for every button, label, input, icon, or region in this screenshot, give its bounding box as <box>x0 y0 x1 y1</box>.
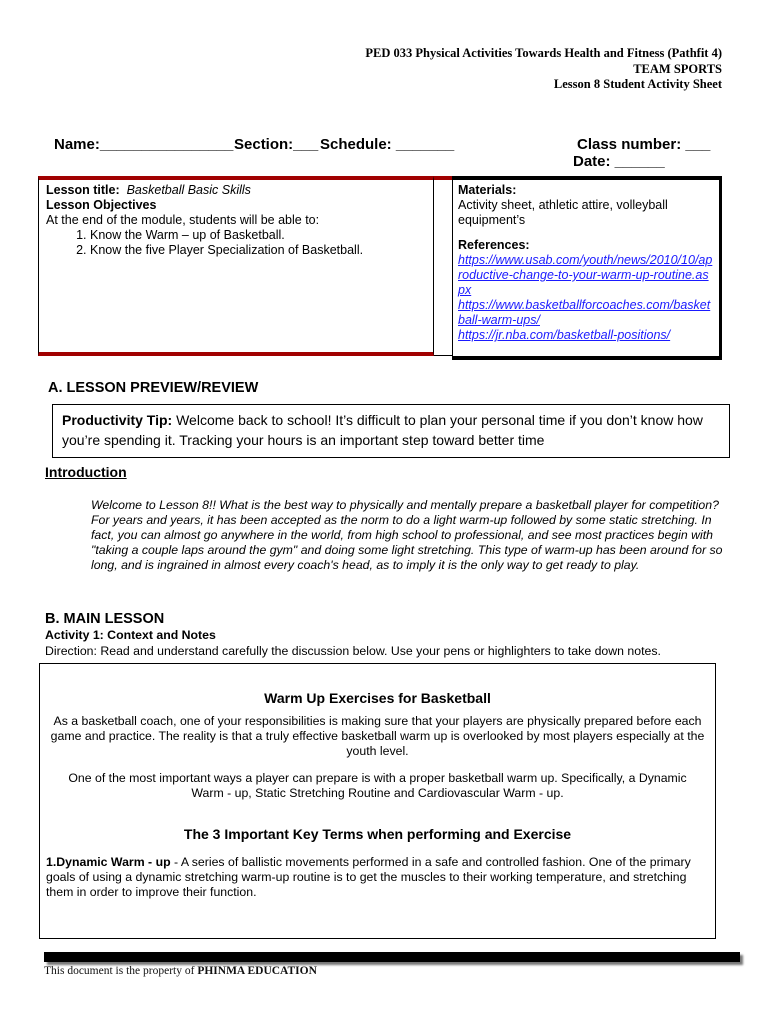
reference-link-usab[interactable]: https://www.usab.com/youth/news/2010/10/aproductive-change-to-your-warm-up-routine.aspx <box>458 253 713 297</box>
objectives-label: Lesson Objectives <box>46 198 157 212</box>
section-a-title: A. LESSON PREVIEW/REVIEW <box>48 380 259 396</box>
term-text: - A series of ballistic movements performed in a safe and controlled fashion. One of the primary goals of using a dynamic stretching warm-up routine is to get the muscles to their working temperature, and stretching them in order to improve their function. <box>46 855 691 899</box>
key-term-dynamic-warmup <box>46 855 709 900</box>
document-header <box>365 46 722 93</box>
lesson-title-value: Basketball Basic Skills <box>126 183 251 197</box>
introduction-title: Introduction <box>45 464 127 480</box>
course-subtitle: TEAM SPORTS <box>633 61 722 76</box>
lesson-box <box>38 176 434 356</box>
key-terms-heading: The 3 Important Key Terms when performing and Exercise <box>183 826 572 842</box>
footer-org: PHINMA EDUCATION <box>197 965 317 977</box>
introduction-text: Welcome to Lesson 8!! What is the best way to physically and mentally prepare a basketball player for competition? For years and years, it has been accepted as the norm to do a light warm-up followed by some static stretching. In fact, you can almost go anywhere in the world, from high school to professional, and see most practices begin with "taking a couple laps around the gym" and doing some light stretching. This type of warm-up has been around for so long, and is ingrained in almost every coach's head, as to imply it is the only way to get ready to play. <box>91 498 723 572</box>
warmup-paragraph-2: One of the most important ways a player can prepare is with a proper basketball warm up. Specifically, a Dynamic Warm - up, Static Stretching Routine and Cardiovascular Warm - up. <box>68 771 687 800</box>
productivity-tip-box <box>52 404 730 458</box>
lesson-title-label: Lesson title: <box>46 183 120 197</box>
course-title: PED 033 Physical Activities Towards Health and Fitness (Pathfit 4) <box>365 46 722 60</box>
footer-prefix: This document is the property of <box>44 965 198 977</box>
term-label: 1.Dynamic Warm - up <box>46 855 171 869</box>
references-label: References: <box>458 238 530 252</box>
objective-item: 2. Know the five Player Specialization of Basketball. <box>90 243 426 258</box>
footer-bar <box>44 952 740 962</box>
sheet-title: Lesson 8 Student Activity Sheet <box>553 77 722 91</box>
direction-text: Direction: Read and understand carefully the discussion below. Use your pens or highlighters to take down notes. <box>45 644 661 658</box>
reference-link-nba[interactable]: https://jr.nba.com/basketball-positions/ <box>458 328 671 342</box>
section-b-title: B. MAIN LESSON <box>45 611 165 627</box>
section-field[interactable]: Section:___ <box>234 136 319 153</box>
class-number-field[interactable]: Class number: ___ <box>577 136 711 153</box>
activity-title: Activity 1: Context and Notes <box>45 628 216 642</box>
tip-label: Productivity Tip: <box>62 412 173 428</box>
materials-box <box>452 176 722 360</box>
tip-text: Welcome back to school! It’s difficult to plan your personal time if you don’t know how you’re spending it. Tracking your hours is an important step toward better time <box>62 412 703 448</box>
column-divider <box>434 176 452 356</box>
objectives-list <box>46 228 426 258</box>
warmup-paragraph-1: As a basketball coach, one of your responsibilities is making sure that your players are physically prepared before each game and practice. The reality is that a truly effective basketball warm up is overlooked by most players especially at the youth level. <box>50 714 705 758</box>
footer-text <box>44 965 317 977</box>
date-field[interactable]: Date: ______ <box>573 153 665 170</box>
notes-box <box>39 663 716 939</box>
objective-item: 1. Know the Warm – up of Basketball. <box>90 228 426 243</box>
schedule-field[interactable]: Schedule: _______ <box>320 136 455 153</box>
warmup-heading: Warm Up Exercises for Basketball <box>264 690 491 706</box>
materials-label: Materials: <box>458 183 517 197</box>
reference-link-basketballforcoaches[interactable]: https://www.basketballforcoaches.com/basketball-warm-ups/ <box>458 298 711 327</box>
materials-text: Activity sheet, athletic attire, volleyball equipment’s <box>458 198 668 227</box>
objectives-intro: At the end of the module, students will be able to: <box>46 213 320 227</box>
lesson-title-row <box>46 183 426 198</box>
name-field[interactable]: Name:________________ <box>54 136 234 153</box>
